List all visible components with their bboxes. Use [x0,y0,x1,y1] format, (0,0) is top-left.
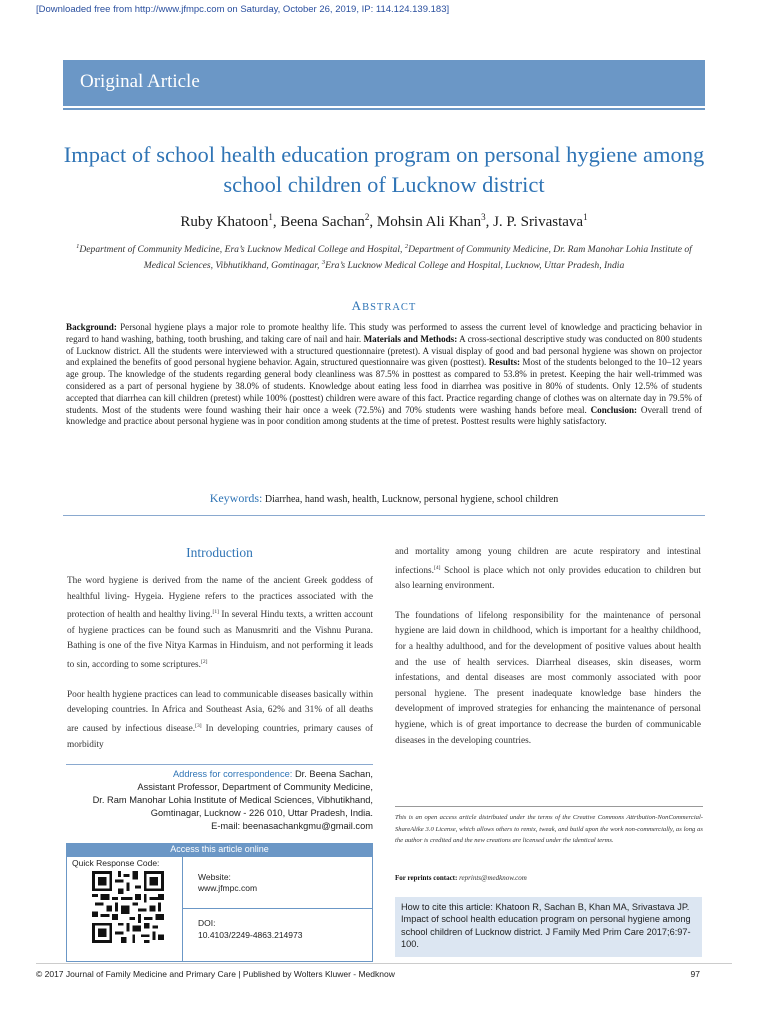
page-number: 97 [690,969,700,979]
doi-label: DOI: [198,918,216,928]
body-paragraph [395,545,701,595]
citation-reference: [4] [434,564,441,571]
body-text: Poor health hygiene practices can lead to communicable diseases basically within developing countries. In Africa and Southeast Asia, 62% and 31% of all deaths are caused by infectious disease. [67,689,373,735]
correspondence-line: Assistant Professor, Department of Community Medicine, [137,782,373,792]
website-link[interactable]: www.jfmpc.com [198,883,258,893]
article-title: Impact of school health education program on personal hygiene among school children of Lucknow district [63,142,705,197]
abstract-section-text: Most of the students belonged to the 10–12 years age group. The knowledge of the students regarding general body cleanliness was 87.5% in posttest as compared to 53.8% in pretest. Keeping the hair well-trimmed was considered as a part of personal hygiene by 38.0% of students. Knowledge about eating less food in diarrhea was positive in 80% of students. Only 12.5% of students accepted that diarrhea can kill children (pretest) while 100% (posttest) children were aware of this fact. Practice regarding change of clothes was on alternate day in 79.5% of students. Most of the students were found washing their hair once a week (72.5%) and 70% students were washing hands before meal. [66,357,702,415]
abstract-section-label: Conclusion: [590,404,638,415]
keywords-text: Diarrhea, hand wash, health, Lucknow, personal hygiene, school children [262,494,559,505]
citation-reference: [2] [201,659,208,666]
open-access-license: This is an open access article distributed under the terms of the Creative Commons Attribution-NonCommercial-ShareAlike 3.0 License, which allows others to remix, tweak, and build upon the work non-commercially, as long as the author is credited and the new creations are licensed under the identical terms. [395,814,703,844]
author-affiliation-mark: 2 [364,212,370,222]
introduction-heading: Introduction [186,545,253,560]
abstract-section-label: Materials and Methods: [363,333,458,344]
citation-reference: [3] [195,722,202,729]
abstract-section-label: Background: [66,322,117,332]
abstract-section-text: A cross-sectional descriptive study was conducted on 800 students of Lucknow district. All the students were interviewed with a structured questionnaire (pretest). A visual display of good and bad personal hygiene was shown on projector and explained the benefits of good personal hygiene behavior. Again, structured questionnaire was given (posttest). [66,333,702,368]
body-text: In developing countries, primary causes of morbidity [67,724,373,750]
author-separator: , [369,214,377,230]
author-list [63,212,705,231]
citation-reference: [1] [212,609,219,616]
author-separator: , [485,214,494,230]
author-separator: , [272,214,281,230]
footer-copyright: © 2017 Journal of Family Medicine and Primary Care | Published by Wolters Kluwer - Medknow [36,969,395,979]
correspondence-block [66,768,373,833]
website-label: Website: [198,872,231,882]
download-notice: [Downloaded free from http://www.jfmpc.com on Saturday, October 26, 2019, IP: 114.124.139.183] [36,4,450,15]
section-divider [63,515,705,516]
correspondence-line: Gomtinagar, Lucknow - 226 010, Uttar Pradesh, India. [150,808,373,818]
access-divider-vertical [182,856,183,962]
affiliation-text: Department of Community Medicine, Era’s Lucknow Medical College and Hospital, [79,244,405,256]
body-paragraph [67,688,373,753]
author-affiliation-mark: 3 [481,212,486,222]
correspondence-rule [66,764,373,765]
qr-code-icon[interactable] [92,871,164,943]
author-affiliation-mark: 1 [583,212,588,222]
body-text: The foundations of lifelong responsibility for the maintenance of personal hygiene are laid down in childhood, which is important for a healthy childhood, for a healthy adulthood, and for the development of positive values about health and the use of health services. Diarrheal diseases, skin diseases, worm infestations, and dental diseases are most commonly associated with poor personal hygiene. The present inadequate knowledge base hinders the development of improved strategies for enhancing the maintenance of personal hygiene, which is of great importance to decrease the burden of communicable diseases in the developing countries. [395,610,701,746]
affiliation-text: Era’s Lucknow Medical College and Hospital, Lucknow, Uttar Pradesh, India [325,260,625,272]
correspondence-label: Address for correspondence: [172,769,293,779]
keywords-label: Keywords: [209,491,263,505]
author-name: Ruby Khatoon [180,214,269,230]
affiliations [63,240,705,272]
correspondence-email[interactable]: E-mail: beenasachankgmu@gmail.com [211,821,373,831]
correspondence-line: Dr. Ram Manohar Lohia Institute of Medical Sciences, Vibhutikhand, [92,795,373,805]
body-paragraph [395,609,701,749]
body-text: School is place which not only provides education to children but also learning environment. [395,565,701,592]
abstract-section-label: Results: [488,357,521,368]
reprints-contact [395,874,703,882]
access-online-header: Access this article online [66,843,373,856]
access-divider-horizontal [182,908,372,909]
qr-label: Quick Response Code: [72,858,160,868]
correspondence-name: Dr. Beena Sachan, [292,769,373,779]
abstract-section-text: Overall trend of knowledge and practice about personal hygiene was in poor condition among students at the time of pretest. Posttest results were highly satisfactory. [66,404,702,427]
body-text: and mortality among young children are acute respiratory and intestinal infections. [395,547,701,576]
body-column-left [67,574,373,767]
affiliation-mark: 1 [76,243,80,250]
author-name: Beena Sachan [280,214,365,230]
banner-underline [63,108,705,110]
citation-box [395,897,702,957]
body-text: In several Hindu texts, a written account of hygiene practices can be found such as Manusmriti and the Vishnu Purana. Bathing is one of the five Nitya Karmas in Hinduism, and not performing it leads to sin, according to some scriptures. [67,610,373,671]
reprints-label: For reprints contact: [395,874,458,882]
affiliation-text: Department of Community Medicine, Dr. Ram Manohar Lohia Institute of Medical Sciences, Vibhutikhand, Gomtinagar, [143,244,692,272]
body-paragraph [67,574,373,674]
body-column-right [395,545,701,763]
citation-text: How to cite this article: Khatoon R, Sachan B, Khan MA, Srivastava JP. Impact of school health education program on personal hygiene among school children of Lucknow district. J Family Med Prim Care 2017;6:97-100. [401,902,691,950]
author-name: J. P. Srivastava [493,214,584,230]
article-type-label: Original Article [80,71,200,92]
affiliation-mark: 2 [404,243,409,250]
abstract-heading: ABSTRACT [351,298,417,313]
footer-rule [36,963,732,964]
abstract-body [66,322,702,428]
license-rule [395,806,703,807]
author-affiliation-mark: 1 [268,212,273,222]
body-text: The word hygiene is derived from the name of the ancient Greek goddess of healthful living- Hygeia. Hygiene refers to the practices associated with the protection of health and healthy living. [67,576,373,621]
reprints-email[interactable]: reprints@medknow.com [457,874,527,882]
keywords [63,491,705,506]
article-type-banner [63,60,705,106]
affiliation-mark: 3 [321,259,326,267]
doi-link[interactable]: 10.4103/2249-4863.214973 [198,930,303,940]
author-name: Mohsin Ali Khan [376,214,482,230]
abstract-section-text: Personal hygiene plays a major role to promote healthy life. This study was performed to assess the current level of knowledge and practicing behavior in regard to hand washing, bathing, tooth brushing, and taking care of nail and hair. [66,322,702,344]
